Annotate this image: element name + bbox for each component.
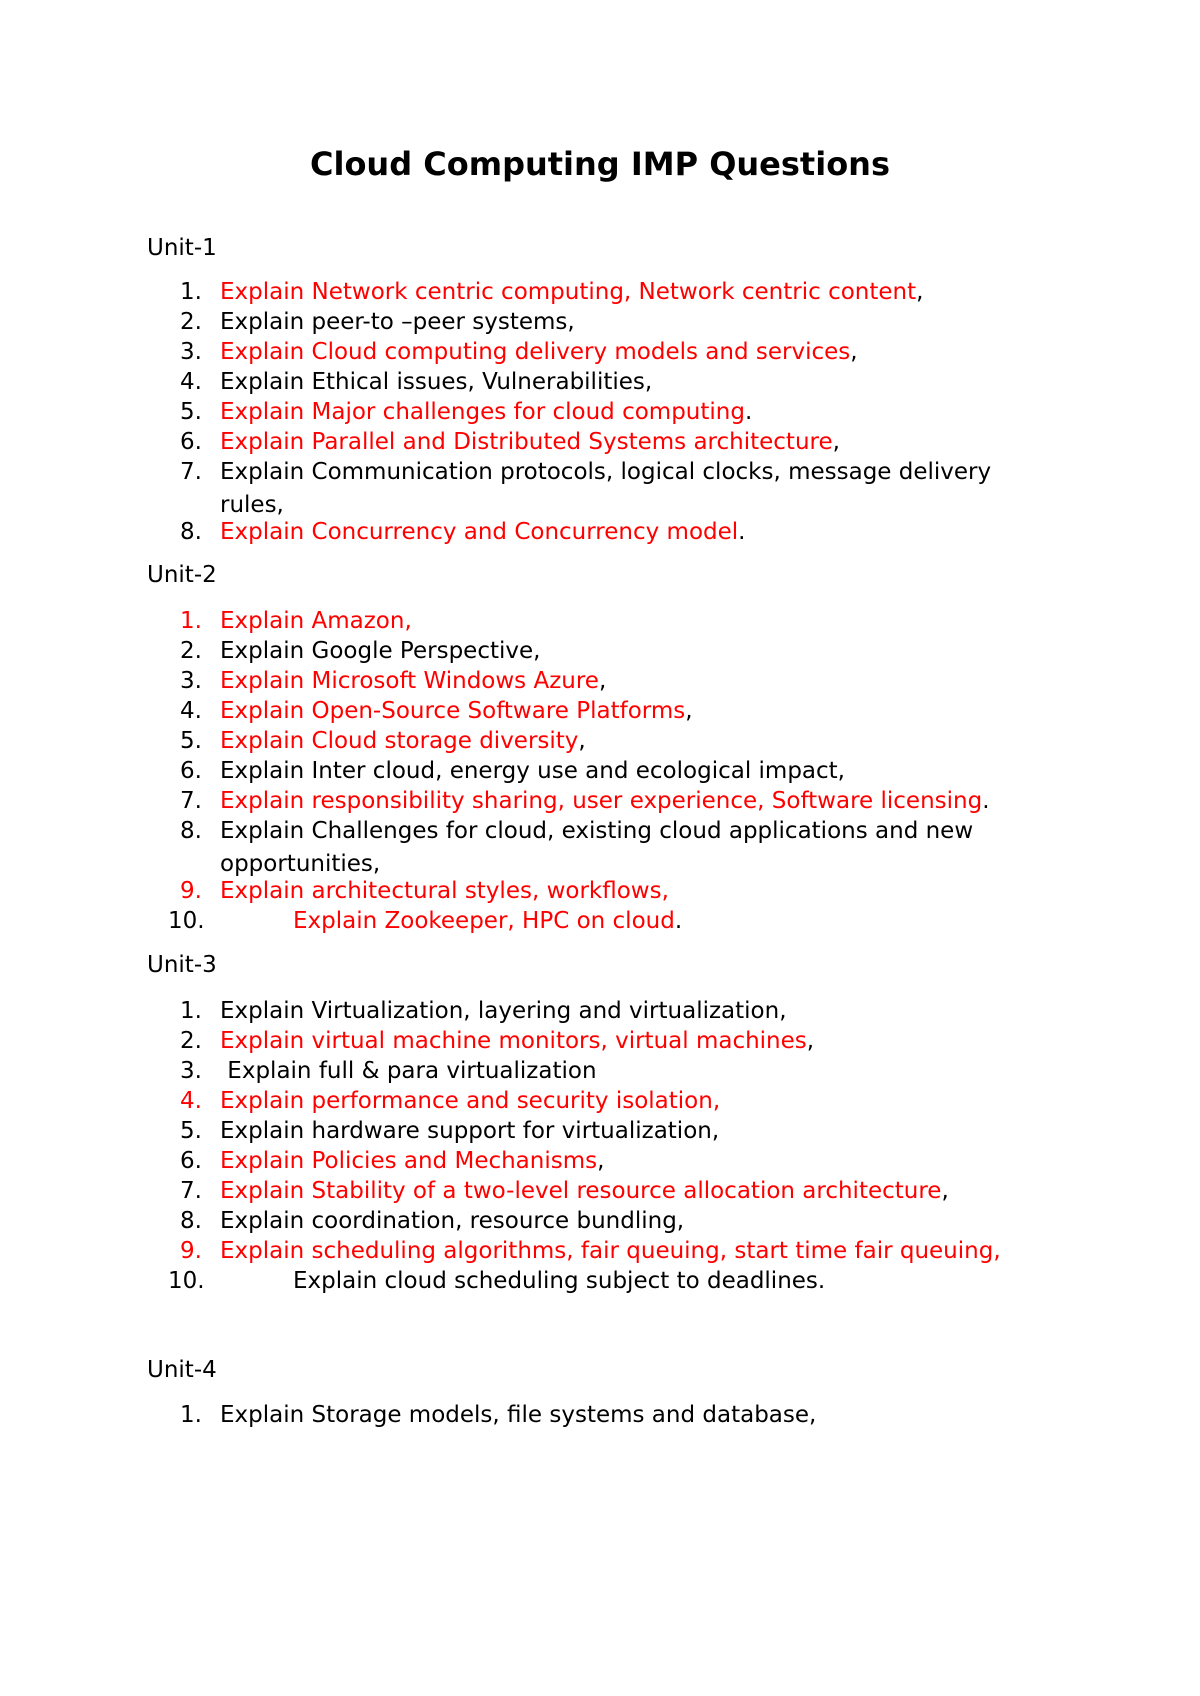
unit-heading: Unit-3 <box>147 952 217 978</box>
question-punctuation: , <box>597 1148 605 1174</box>
question-main-text: Explain cloud scheduling subject to deadlines. <box>293 1268 826 1294</box>
question-main-text: Explain Amazon, <box>220 608 412 634</box>
question-punctuation: , <box>806 1028 815 1054</box>
question-text <box>220 336 1050 369</box>
question-main-text: Explain Challenges for cloud, existing cloud applications and new <box>220 818 974 844</box>
question-text <box>220 306 1050 339</box>
question-text <box>220 396 1050 429</box>
question-number: 1. <box>180 998 202 1024</box>
question-number: 10. <box>168 908 205 934</box>
question-punctuation: , <box>832 429 840 455</box>
question-punctuation: . <box>674 908 683 934</box>
question-number: 8. <box>180 519 202 545</box>
question-punctuation: . <box>982 788 990 814</box>
question-main-text: Explain responsibility sharing, user experience, Software licensing <box>220 788 983 814</box>
question-main-text: Explain Stability of a two-level resource allocation architecture <box>220 1178 942 1204</box>
question-number: 3. <box>180 1058 202 1084</box>
question-text <box>220 276 1050 309</box>
question-main-text: Explain Zookeeper, HPC on cloud <box>293 908 675 934</box>
question-text <box>220 755 1050 788</box>
question-text <box>220 1085 1050 1118</box>
question-main-text: Explain Cloud storage diversity <box>220 728 579 754</box>
question-punctuation: , <box>916 279 924 305</box>
question-number: 9. <box>180 1238 202 1264</box>
question-number: 4. <box>180 1088 202 1114</box>
question-number: 6. <box>180 758 202 784</box>
question-main-text: Explain Communication protocols, logical clocks, message delivery <box>220 459 992 485</box>
question-main-text: Explain virtual machine monitors, virtual machines <box>220 1028 807 1054</box>
question-text <box>220 516 1050 549</box>
question-main-text: Explain Google Perspective, <box>220 638 541 664</box>
question-text <box>220 1055 1050 1088</box>
question-punctuation: , <box>850 339 858 365</box>
question-text <box>293 905 1053 938</box>
unit-heading: Unit-1 <box>147 235 217 261</box>
question-punctuation: , <box>685 698 693 724</box>
question-text <box>220 665 1050 698</box>
question-main-text: Explain Storage models, file systems and database, <box>220 1402 817 1428</box>
question-number: 4. <box>180 369 202 395</box>
question-number: 9. <box>180 878 202 904</box>
question-text <box>220 815 1050 880</box>
question-text <box>220 1175 1050 1208</box>
question-number: 6. <box>180 429 202 455</box>
question-main-text: Explain hardware support for virtualization, <box>220 1118 720 1144</box>
question-text <box>220 426 1050 459</box>
question-main-text: Explain Concurrency and Concurrency model <box>220 519 739 545</box>
question-number: 7. <box>180 788 202 814</box>
question-text <box>220 605 1050 638</box>
question-text <box>220 635 1050 668</box>
question-number: 1. <box>180 608 202 634</box>
question-number: 1. <box>180 1402 202 1428</box>
question-text <box>220 456 1050 521</box>
question-text <box>220 1399 1050 1432</box>
question-main-text: Explain Inter cloud, energy use and ecological impact, <box>220 758 845 784</box>
question-main-text: Explain Virtualization, layering and virtualization, <box>220 998 787 1024</box>
question-number: 7. <box>180 459 202 485</box>
question-number: 5. <box>180 1118 202 1144</box>
question-number: 2. <box>180 638 202 664</box>
question-text <box>220 1115 1050 1148</box>
question-punctuation: . <box>738 519 746 545</box>
question-number: 6. <box>180 1148 202 1174</box>
question-continuation: opportunities, <box>220 850 381 877</box>
question-text <box>220 1145 1050 1178</box>
question-main-text: Explain architectural styles, workflows, <box>220 878 669 904</box>
question-text <box>220 875 1050 908</box>
question-number: 7. <box>180 1178 202 1204</box>
question-main-text: Explain Microsoft Windows Azure <box>220 668 599 694</box>
question-main-text: Explain Cloud computing delivery models and services <box>220 339 851 365</box>
question-number: 3. <box>180 668 202 694</box>
question-text <box>220 725 1050 758</box>
question-text <box>220 995 1050 1028</box>
question-continuation: rules, <box>220 491 284 518</box>
question-main-text: Explain Policies and Mechanisms <box>220 1148 598 1174</box>
question-text <box>220 695 1050 728</box>
question-main-text: Explain Ethical issues, Vulnerabilities, <box>220 369 653 395</box>
question-number: 8. <box>180 818 202 844</box>
question-main-text: Explain Parallel and Distributed Systems architecture <box>220 429 833 455</box>
question-main-text: Explain performance and security isolation, <box>220 1088 721 1114</box>
unit-heading: Unit-4 <box>147 1357 217 1383</box>
question-main-text: Explain Open-Source Software Platforms <box>220 698 686 724</box>
question-main-text: Explain Network centric computing, Network centric content <box>220 279 917 305</box>
question-number: 2. <box>180 1028 202 1054</box>
question-punctuation: , <box>598 668 607 694</box>
question-number: 5. <box>180 728 202 754</box>
question-number: 2. <box>180 309 202 335</box>
question-text <box>220 1235 1050 1268</box>
question-text <box>293 1265 1053 1298</box>
question-number: 5. <box>180 399 202 425</box>
question-text <box>220 366 1050 399</box>
question-text <box>220 785 1050 818</box>
question-number: 3. <box>180 339 202 365</box>
page-title: Cloud Computing IMP Questions <box>309 145 890 183</box>
unit-heading: Unit-2 <box>147 562 217 588</box>
question-number: 8. <box>180 1208 202 1234</box>
question-main-text: Explain scheduling algorithms, fair queuing, start time fair queuing, <box>220 1238 1001 1264</box>
question-number: 4. <box>180 698 202 724</box>
question-number: 10. <box>168 1268 205 1294</box>
question-punctuation: , <box>941 1178 949 1204</box>
question-main-text: Explain Major challenges for cloud computing <box>220 399 745 425</box>
question-main-text: Explain coordination, resource bundling, <box>220 1208 685 1234</box>
question-punctuation: . <box>744 399 753 425</box>
question-main-text: Explain full & para virtualization <box>220 1058 597 1084</box>
question-text <box>220 1205 1050 1238</box>
question-main-text: Explain peer-to –peer systems, <box>220 309 575 335</box>
question-number: 1. <box>180 279 202 305</box>
question-text <box>220 1025 1050 1058</box>
question-punctuation: , <box>578 728 586 754</box>
